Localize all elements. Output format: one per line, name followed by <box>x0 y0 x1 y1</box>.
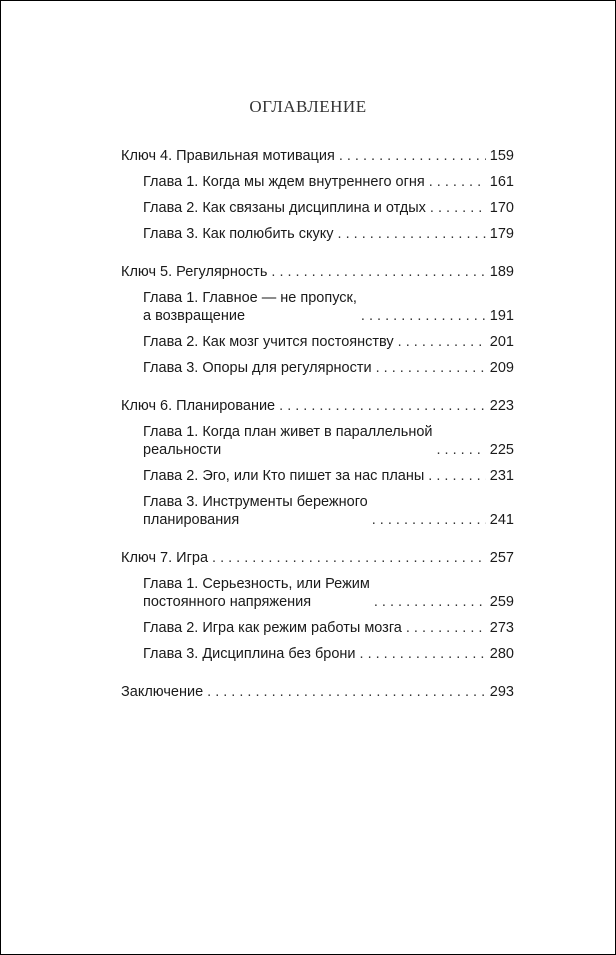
entry-title: Ключ 4. Правильная мотивация <box>121 148 335 164</box>
toc-entry-chapter <box>143 289 514 325</box>
toc-section-key-4 <box>121 147 514 243</box>
entry-title: Ключ 5. Регулярность <box>121 264 268 280</box>
dot-leader <box>360 645 486 663</box>
page-number: 293 <box>489 684 514 700</box>
toc-entry-key <box>121 263 514 281</box>
entry-title: Глава 2. Игра как режим работы мозга <box>143 620 402 636</box>
toc-entry-chapter <box>143 423 514 459</box>
entry-title: Глава 2. Как связаны дисциплина и отдых <box>143 200 426 216</box>
dot-leader <box>212 549 486 567</box>
entry-title: Глава 3. Как полюбить скуку <box>143 226 334 242</box>
entry-title: Глава 1. Главное — не пропуск, а возвращение <box>143 290 357 324</box>
dot-leader <box>406 619 486 637</box>
toc-entry-chapter <box>143 199 514 217</box>
dot-leader <box>429 173 486 191</box>
toc-entry-chapter <box>143 467 514 485</box>
dot-leader <box>398 333 486 351</box>
dot-leader <box>338 225 486 243</box>
page-number: 191 <box>489 308 514 324</box>
toc-section-key-7 <box>121 549 514 663</box>
entry-title: Глава 3. Опоры для регулярности <box>143 360 372 376</box>
entry-title: Глава 1. Когда план живет в параллельной реальности <box>143 424 433 458</box>
page-number: 259 <box>489 594 514 610</box>
page-number: 189 <box>489 264 514 280</box>
entry-title: Ключ 6. Планирование <box>121 398 276 414</box>
toc-entry-chapter <box>143 173 514 191</box>
dot-leader <box>374 593 486 611</box>
toc-section-conclusion <box>121 683 514 701</box>
page-number: 161 <box>489 174 514 190</box>
page-number: 273 <box>489 620 514 636</box>
page-number: 159 <box>489 148 514 164</box>
entry-title: Заключение <box>121 684 204 700</box>
toc-entry-chapter <box>143 619 514 637</box>
toc-entry-chapter <box>143 225 514 243</box>
page-number: 201 <box>489 334 514 350</box>
dot-leader <box>339 147 486 165</box>
entry-title: Глава 2. Эго, или Кто пишет за нас планы <box>143 468 425 484</box>
entry-title: Ключ 7. Игра <box>121 550 209 566</box>
toc-entry-key <box>121 549 514 567</box>
page-number: 280 <box>489 646 514 662</box>
dot-leader <box>437 441 486 459</box>
page-number: 225 <box>489 442 514 458</box>
page-number: 223 <box>489 398 514 414</box>
page-number: 231 <box>489 468 514 484</box>
dot-leader <box>372 511 486 529</box>
entry-title: Глава 2. Как мозг учится постоянству <box>143 334 394 350</box>
dot-leader <box>207 683 486 701</box>
dot-leader <box>361 307 486 325</box>
toc-entry-chapter <box>143 575 514 611</box>
entry-title: Глава 3. Инструменты бережного планирования <box>143 494 368 528</box>
page-number: 179 <box>489 226 514 242</box>
toc-entry-chapter <box>143 645 514 663</box>
dot-leader <box>376 359 486 377</box>
toc-entry-chapter <box>143 493 514 529</box>
page-number: 241 <box>489 512 514 528</box>
entry-title: Глава 3. Дисциплина без брони <box>143 646 356 662</box>
dot-leader <box>430 199 486 217</box>
toc-entry-key <box>121 397 514 415</box>
entry-title: Глава 1. Когда мы ждем внутреннего огня <box>143 174 425 190</box>
dot-leader <box>271 263 485 281</box>
dot-leader <box>279 397 486 415</box>
table-of-contents <box>121 147 514 721</box>
toc-section-key-5 <box>121 263 514 377</box>
toc-entry-chapter <box>143 333 514 351</box>
page-title: ОГЛАВЛЕНИЕ <box>249 97 367 116</box>
page-number: 209 <box>489 360 514 376</box>
page-number: 257 <box>489 550 514 566</box>
page-number: 170 <box>489 200 514 216</box>
toc-entry-conclusion <box>121 683 514 701</box>
dot-leader <box>428 467 486 485</box>
entry-title: Глава 1. Серьезность, или Режим постоянного напряжения <box>143 576 370 610</box>
toc-section-key-6 <box>121 397 514 529</box>
toc-entry-chapter <box>143 359 514 377</box>
toc-entry-key <box>121 147 514 165</box>
